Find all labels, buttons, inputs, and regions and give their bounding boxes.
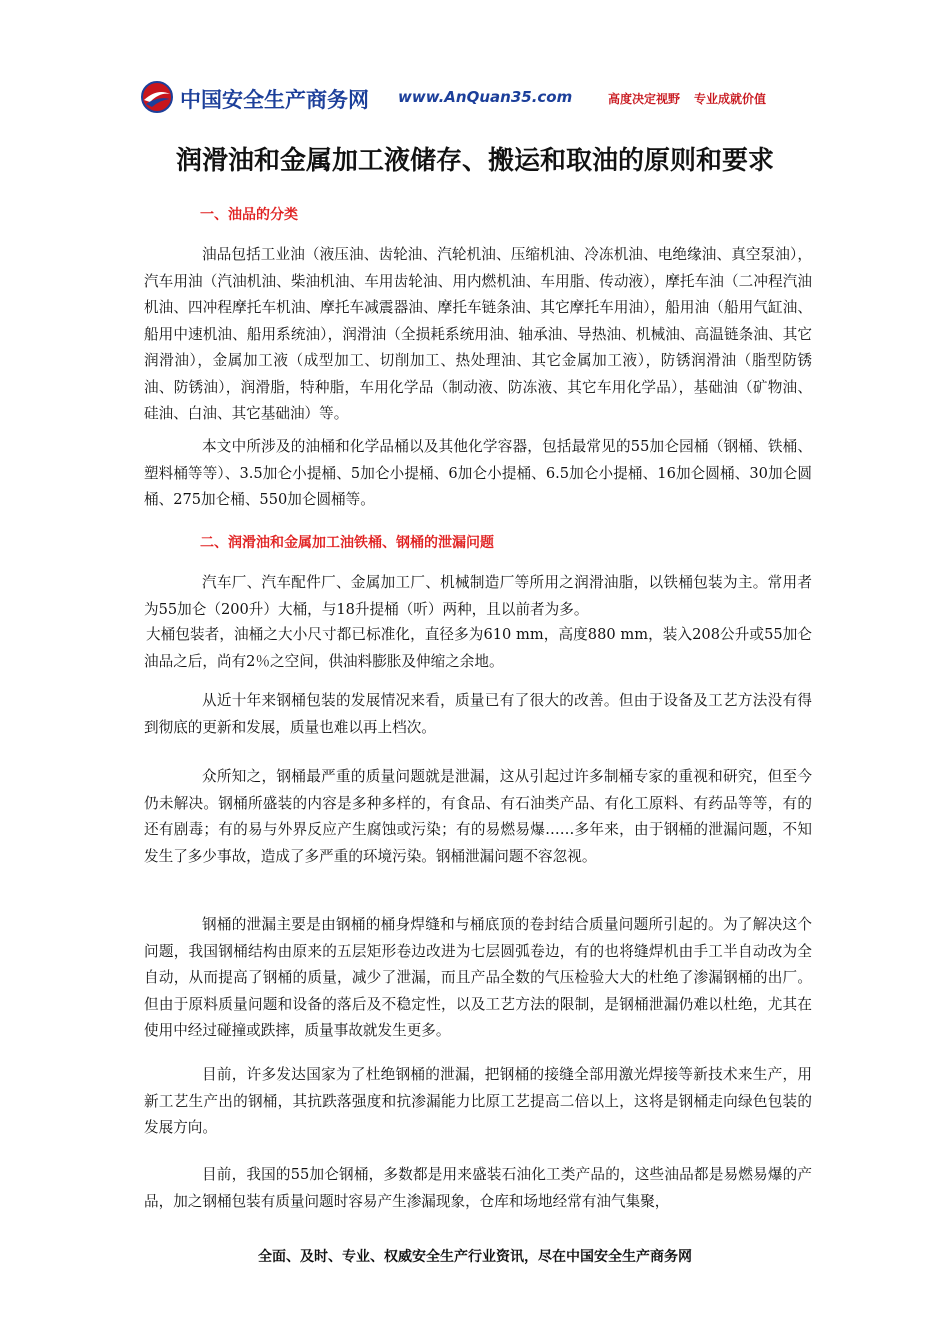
paragraph: 大桶包装者，油桶之大小尺寸都已标准化，直径多为610 mm，高度880 mm，装入208公升或55加仑油品之后，尚有2％之空间，供油料膨胀及伸缩之余地。 (144, 626, 812, 670)
paragraph: 汽车厂、汽车配件厂、金属加工厂、机械制造厂等所用之润滑油脂，以铁桶包装为主。常用者为55加仑（200升）大桶，与18升提桶（听）两种，且以前者为多。 (144, 574, 812, 618)
page-title: 润滑油和金属加工液储存、搬运和取油的原则和要求 (175, 146, 774, 176)
slogan-part-1: 高度决定视野 (608, 92, 681, 106)
page-footer: 全面、及时、专业、权威安全生产行业资讯，尽在中国安全生产商务网 (258, 1249, 692, 1265)
paragraph: 众所知之，钢桶最严重的质量问题就是泄漏，这从引起过许多制桶专家的重视和研究，但至今仍未解决。钢桶所盛装的内容是多种多样的，有食品、有石油类产品、有化工原料、有药品等等，有的还有剧毒；有的易与外界反应产生腐蚀或污染；有的易燃易爆……多年来，由于钢桶的泄漏问题，不知发生了多少事故，造成了多严重的环境污染。钢桶泄漏问题不容忽视。 (144, 768, 812, 865)
paragraph: 本文中所涉及的油桶和化学品桶以及其他化学容器，包括最常见的55加仑园桶（钢桶、铁桶、塑料桶等等）、3.5加仑小提桶、5加仑小提桶、6加仑小提桶、6.5加仑小提桶、16加仑圆桶、30加仑圆桶、275加仑桶、550加仑圆桶等。 (144, 438, 812, 508)
section-heading-1: 一、油品的分类 (200, 207, 298, 223)
paragraph: 油品包括工业油（液压油、齿轮油、汽轮机油、压缩机油、冷冻机油、电绝缘油、真空泵油），汽车用油（汽油机油、柴油机油、车用齿轮油、用内燃机油、车用脂、传动液），摩托车油（二冲程汽油机油、四冲程摩托车机油、摩托车减震器油、摩托车链条油、其它摩托车用油），船用油（船用气缸油、船用中速机油、船用系统油），润滑油（全损耗系统用油、轴承油、导热油、机械油、高温链条油、其它润滑油），金属加工液（成型加工、切削加工、热处理油、其它金属加工液），防锈润滑油（脂型防锈油、防锈油），润滑脂，特种脂，车用化学品（制动液、防冻液、其它车用化学品），基础油（矿物油、硅油、白油、其它基础油）等。 (144, 246, 812, 422)
paragraph: 目前，许多发达国家为了杜绝钢桶的泄漏，把钢桶的接缝全部用激光焊接等新技术来生产，用新工艺生产出的钢桶，其抗跌落强度和抗渗漏能力比原工艺提高二倍以上，这将是钢桶走向绿色包装的发展方向。 (144, 1066, 812, 1136)
anquan-logo-icon (140, 80, 174, 114)
paragraph: 目前，我国的55加仑钢桶，多数都是用来盛装石油化工类产品的，这些油品都是易燃易爆的产品，加之钢桶包装有质量问题时容易产生渗漏现象，仓库和场地经常有油气集聚， (144, 1166, 812, 1210)
site-name: 中国安全生产商务网 (180, 88, 369, 112)
slogan-part-2: 专业成就价值 (694, 92, 767, 106)
site-url-link[interactable]: www.AnQuan35.com (398, 88, 573, 106)
paragraph: 从近十年来钢桶包装的发展情况来看，质量已有了很大的改善。但由于设备及工艺方法没有得到彻底的更新和发展，质量也难以再上档次。 (144, 692, 812, 736)
site-slogan (608, 90, 780, 107)
page-header (140, 78, 820, 122)
paragraph: 钢桶的泄漏主要是由钢桶的桶身焊缝和与桶底顶的卷封结合质量问题所引起的。为了解决这个问题，我国钢桶结构由原来的五层矩形卷边改进为七层圆弧卷边，有的也将缝焊机由手工半自动改为全自动，从而提高了钢桶的质量，减少了泄漏，而且产品全数的气压检验大大的杜绝了渗漏钢桶的出厂。但由于原料质量问题和设备的落后及不稳定性，以及工艺方法的限制，是钢桶泄漏仍难以杜绝，尤其在使用中经过碰撞或跌摔，质量事故就发生更多。 (144, 916, 812, 1039)
section-heading-2: 二、润滑油和金属加工油铁桶、钢桶的泄漏问题 (200, 535, 494, 551)
